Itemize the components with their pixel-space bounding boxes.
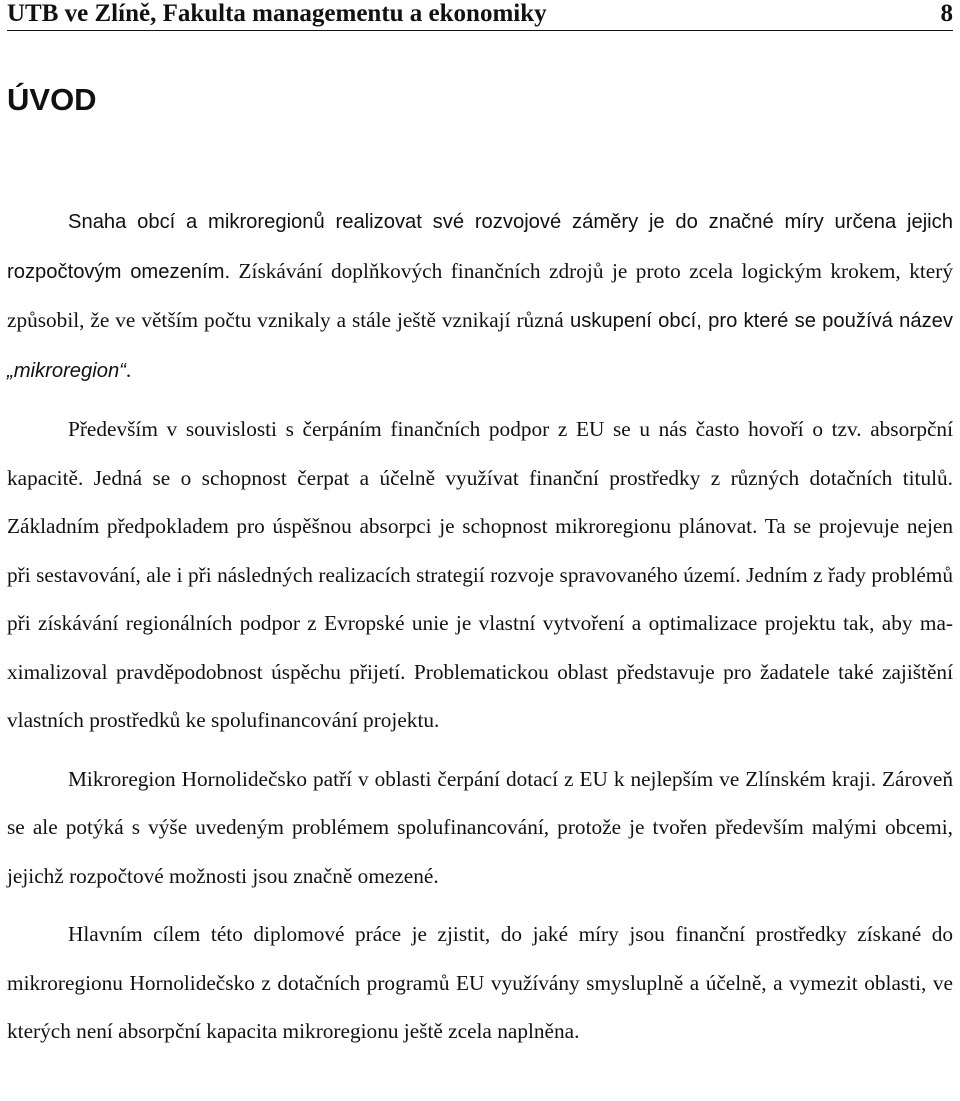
paragraph-1-serif-middle: Získávání doplňkových finančních zdrojů je proto zcela logickým krokem, který způsobil, že ve větším počtu vznikaly a stále ještě vznikají různá [7,258,953,332]
mikroregion-term: „mikroregion“ [7,359,126,382]
header-title: UTB ve Zlíně, Fakulta managementu a ekonomiky [7,0,547,27]
paragraph-2: Především v souvislosti s čerpáním finančních podpor z EU se u nás často hovoří o tzv. absorpční kapacitě. Jedná se o schopnost čerpat a účelně využívat finanční prostředky z různých dotačních titulů. Základním předpokladem pro úspěšnou absorpci je schopnost mikroregionu plánovat. Ta se projevuje nejen při sestavování, ale i při následných realizacích strategií rozvoje spravovaného území. Jedním z řady problémů při získávání regionálních podpor z Evropské unie je vlastní vytvoření a optimalizace projektu tak, aby maximalizoval pravděpodobnost úspěchu přijetí. Problematickou oblast představuje pro žadatele také zajištění vlastních prostředků ke spolufinancování projektu. [7,417,953,732]
page-number: 8 [940,0,953,27]
paragraph-1 [7,197,953,395]
paragraph-1-sans-start: Snaha obcí a mikroregionů realizovat své rozvojové záměry je do značné míry určena jejich rozpočtovým omezením. [7,211,953,283]
running-header [7,0,953,31]
paragraph-4: Hlavním cílem této diplomové práce je zjistit, do jaké míry jsou finanční prostředky získané do mikroregionu Hornolidečsko z dotačních programů EU využívány smysluplně a účelně, a vymezit oblasti, ve kterých není absorpční kapacita mikroregionu ještě zcela naplněna. [7,922,953,1043]
paragraph-1-period: . [125,357,132,382]
body-text [7,197,953,1056]
chapter-title: ÚVOD [7,82,97,117]
paragraph-1-sans-end: uskupení obcí, pro které se používá název [563,310,953,332]
paragraph-3: Mikroregion Hornolidečsko patří v oblasti čerpání dotací z EU k nejlepším ve Zlínském kraji. Zároveň se ale potýká s výše uvedeným problémem spolufinancování, protože je tvořen především malými obcemi, jejichž rozpočtové možnosti jsou značně omezené. [7,766,953,888]
